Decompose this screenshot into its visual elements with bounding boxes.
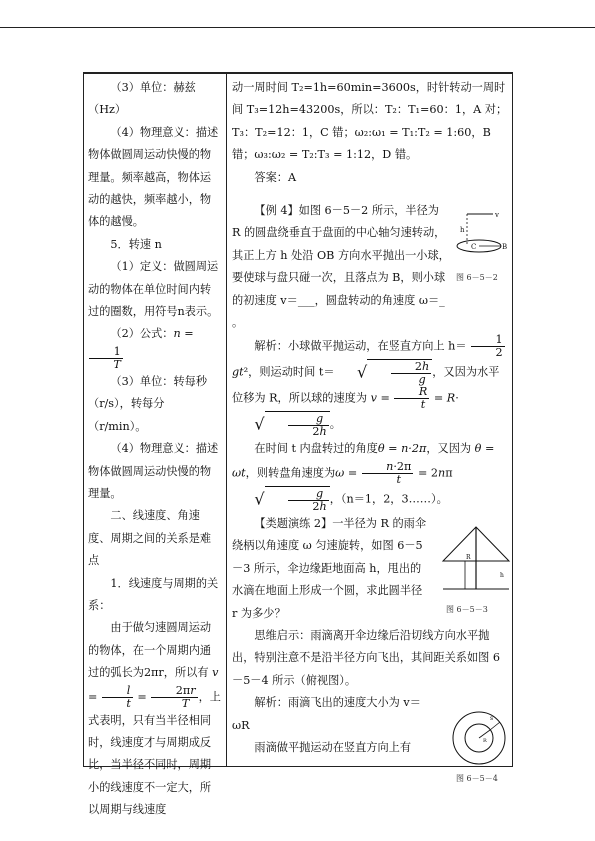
svg-text:B: B	[502, 243, 508, 251]
rotation-speed-meaning: （4）物理意义：描述物体做圆周运动快慢的物理量。	[88, 442, 219, 500]
right-column	[232, 77, 508, 759]
solution-vertical: 解析：小球做平抛运动，在竖直方向上 h＝ $\frac{1}{2}$ gt²，则运动时间 t＝ √ $\frac{2h}{g}$ ，又因为水平位移为 R，所以球的速度为 v = $\frac{R}{t}$ = R·√ $\frac{g}{2h}$ 。	[232, 333, 503, 439]
figure-6-5-4-caption: 图 6－5－4	[456, 774, 498, 783]
solution-angle-c: ，则转盘角速度为	[245, 466, 336, 480]
velocity-period-text: 由于做匀速圆周运动的物体，在一个周期内通过的弧长为2πr，所以有 v = $\frac{l}{t}$ = $\frac{2\pi r}{T}$ ，上式表明，只有当半径相同时，线速度才与周期成反比，当半径不同时，周期小的线速度不一定大，所以周期与线速度	[88, 621, 221, 817]
svg-text:R: R	[466, 554, 471, 561]
practice-2: 【类题演练 2】一半径为 R 的雨伞绕柄以角速度 ω 匀速旋转，如图 6－5－3 所示，伞边缘距地面高 h，甩出的水滴在地面上形成一个圆，求此圆半径 r 为多少？	[232, 516, 427, 620]
figure-6-5-3-caption: 图 6－5－3	[446, 605, 488, 614]
solution-angle-a: 在时间 t 内盘转过的角度	[254, 442, 378, 456]
header-rule	[0, 27, 595, 28]
svg-text:s: s	[490, 715, 494, 722]
velocity-period-text-a: 由于做匀速圆周运动的物体，在一个周期内通过的弧长为2πr，所以有	[88, 621, 212, 680]
rotation-speed-heading: 5．转速 n	[110, 237, 162, 251]
fraction-l-over-t: $\frac{l}{t}$	[102, 685, 133, 710]
fraction-1-over-T: $\frac{1}{T}$	[89, 346, 123, 371]
solution-angle: 在时间 t 内盘转过的角度θ = n·2π，又因为 θ = ωt，则转盘角速度为ω = $\frac{n\cdot 2\pi}{t}$ = 2nπ√ $\frac{g}{2h}$ ，（n＝1，2，3……）。	[232, 442, 495, 513]
example-4: 【例 4】如图 6－5－2 所示，半径为 R 的圆盘绕垂直于盘面的中心轴匀速转动，其正上方 h 处沿 OB 方向水平抛出一小球，要使球与盘只碰一次，且落点为 B，则小球的初速度 v＝___，圆盘转动的角速度 ω＝_ 。	[232, 204, 450, 330]
rotation-speed-definition: （1）定义：做圆周运动的物体在单位时间内转过的圈数，用符号n表示。	[88, 260, 219, 319]
svg-text:h: h	[460, 226, 465, 234]
rotation-speed-formula: （2）公式：n = $\frac{1}{T}$	[88, 323, 222, 370]
figure-6-5-3	[439, 523, 513, 595]
svg-text:v: v	[495, 211, 499, 219]
figure-6-5-2-caption: 图 6－5－2	[456, 273, 498, 282]
answer-a: 答案：A	[254, 170, 297, 184]
figure-6-5-2	[451, 206, 511, 260]
velocity-period-text-b: ，上式表明，只有当半径相同时，线速度才与周期成反比，当半径不同时，周期小的线速度不一定大，所以周期与线速度	[88, 690, 221, 817]
solution-vertical-c: ，又因为水平位移为 R，所以球的速度为	[232, 365, 500, 405]
left-column	[88, 77, 222, 822]
solution-angle-d: ，（n＝1，2，3……）。	[329, 492, 448, 506]
rotation-speed-unit: （3）单位：转每秒（r/s），转每分（r/min）。	[88, 374, 208, 433]
solution-vertical-b: ，则运动时间 t＝	[248, 365, 335, 379]
solution-velocity: 解析：雨滴飞出的速度大小为 v＝ωR	[232, 696, 421, 732]
svg-text:R: R	[483, 738, 487, 744]
figure-6-5-4	[448, 708, 510, 768]
solution-fall: 雨滴做平抛运动在竖直方向上有	[254, 740, 412, 754]
section-two-heading: 二、线速度、角速度、周期之间的关系是难点	[88, 509, 212, 568]
svg-text:h: h	[500, 572, 504, 579]
hint: 思维启示：雨滴离开伞边缘后沿切线方向水平抛出，特别注意不是沿半径方向飞出，其间距关系如图 6－5－4 所示（俯视图）。	[232, 628, 500, 687]
sqrt-2h-over-g: √ $\frac{2h}{g}$	[335, 359, 433, 386]
solution-angle-b: ，又因为	[426, 442, 472, 456]
unit-hz: （3）单位：赫兹（Hz）	[88, 81, 196, 117]
velocity-period-heading: 1．线速度与周期的关系：	[88, 576, 219, 612]
clock-analysis: 动一周时间 T₂=1h=60min=3600s，时针转动一周时间 T₃=12h=43200s，所以：T₂：T₁=60：1，A 对；T₃：T₂=12：1，C 错；ω₂:ω₁ = T₁:T₂ = 1:60，B 错；ω₃:ω₂ = T₂:T₃ = 1:12，D 错。	[232, 81, 508, 162]
frequency-meaning: （4）物理意义：描述物体做圆周运动快慢的物理量。频率越高，物体运动的越快，频率越小，物体的越慢。	[88, 125, 219, 229]
fraction-half: $\frac{1}{2}$	[471, 334, 505, 359]
formula-label: （2）公式：	[110, 327, 174, 341]
svg-text:C: C	[471, 243, 477, 251]
solution-vertical-a: 解析：小球做平抛运动，在竖直方向上 h＝	[254, 339, 467, 353]
fraction-2pir-over-T: $\frac{2\pi r}{T}$	[151, 685, 197, 710]
column-divider	[226, 72, 227, 767]
